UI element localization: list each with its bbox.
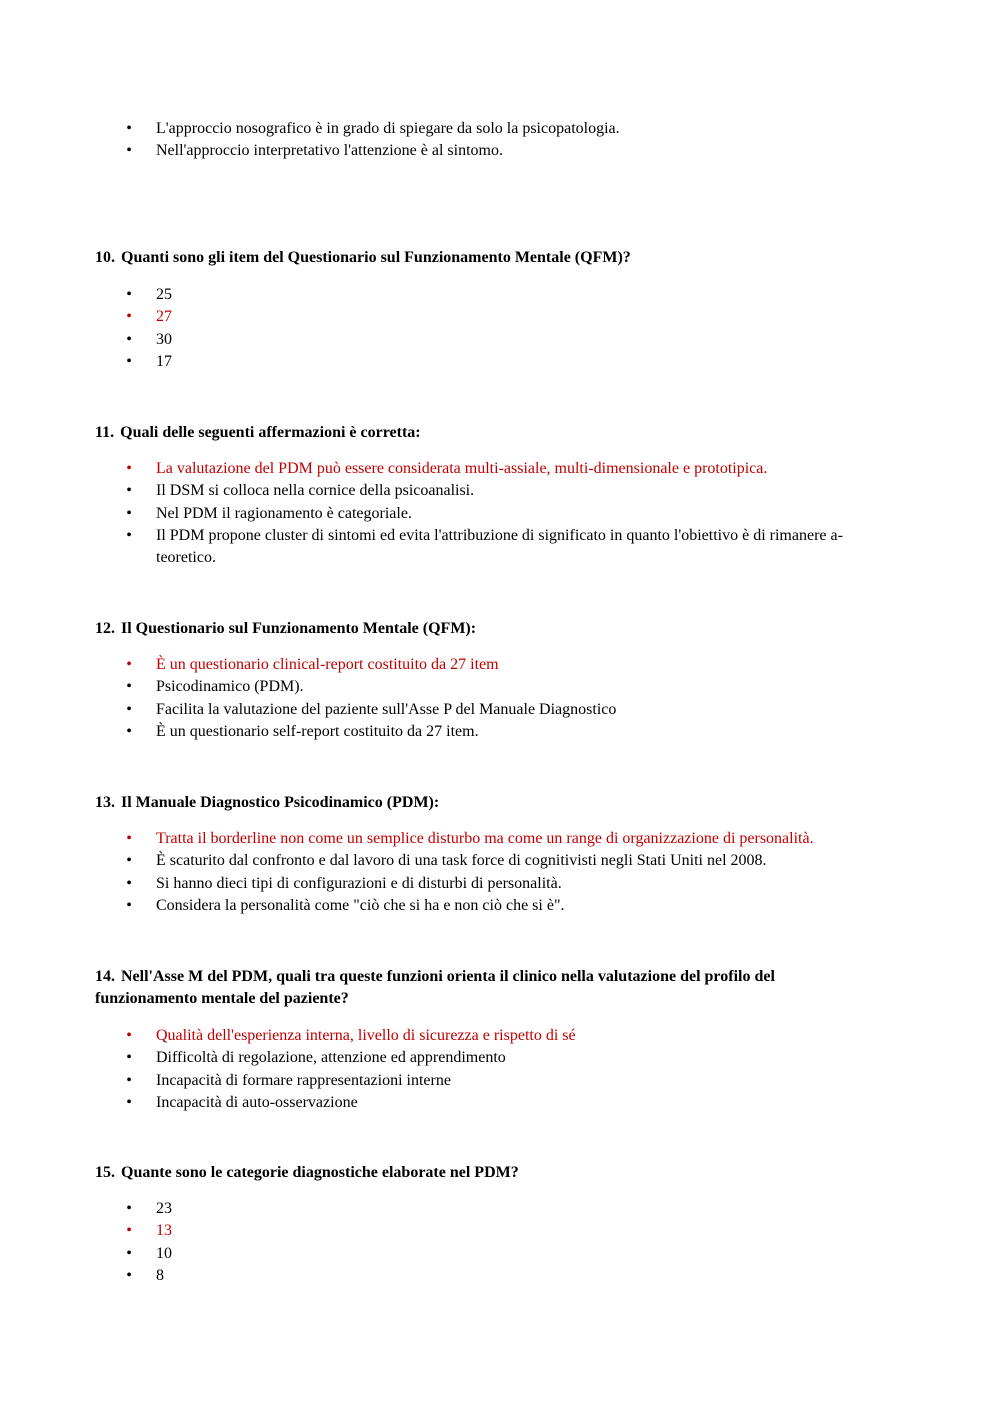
option-item: • 23 xyxy=(0,1198,1000,1220)
question-14-title: 14. Nell'Asse M del PDM, quali tra queste funzioni orienta il clinico nella valutazione del profilo del funzionamento mentale del paziente? xyxy=(95,968,775,1008)
bullet-icon: • xyxy=(126,874,132,892)
option-item: • Nell'approccio interpretativo l'attenzione è al sintomo. xyxy=(0,140,1000,162)
option-item: • 10 xyxy=(0,1243,1000,1265)
option-item: • Difficoltà di regolazione, attenzione ed apprendimento xyxy=(0,1047,1000,1069)
bullet-icon: • xyxy=(126,352,132,370)
bullet-icon: • xyxy=(126,120,132,137)
option-item: • Considera la personalità come "ciò che si ha e non ciò che si è". xyxy=(0,895,1000,917)
option-item: • 8 xyxy=(0,1265,1000,1287)
bullet-icon: • xyxy=(126,330,132,348)
option-item: • È scaturito dal confronto e dal lavoro di una task force di cognitivisti negli Stati Uniti nel 2008. xyxy=(0,850,1000,872)
question-15-options xyxy=(0,1198,1000,1287)
previous-question-options xyxy=(0,118,1000,163)
option-item: • L'approccio nosografico è in grado di spiegare da solo la psicopatologia. xyxy=(0,118,1000,140)
bullet-icon: • xyxy=(126,896,132,914)
question-11-options xyxy=(0,458,1000,569)
question-12-options xyxy=(0,654,1000,743)
option-item: • Facilita la valutazione del paziente sull'Asse P del Manuale Diagnostico xyxy=(0,699,1000,721)
bullet-icon: • xyxy=(126,656,132,673)
bullet-icon: • xyxy=(126,1049,132,1067)
bullet-icon: • xyxy=(126,1093,132,1111)
option-item-correct: • 27 xyxy=(0,306,1000,328)
bullet-icon: • xyxy=(126,678,132,696)
question-15-title: 15. Quante sono le categorie diagnostiche elaborate nel PDM? xyxy=(95,1164,519,1181)
bullet-icon: • xyxy=(126,1027,132,1044)
option-item: • 17 xyxy=(0,351,1000,373)
option-item: • Il PDM propone cluster di sintomi ed evita l'attribuzione di significato in quanto l'obiettivo è di rimanere a-teoretico. xyxy=(0,525,1000,570)
bullet-icon: • xyxy=(126,460,132,477)
option-item: • Psicodinamico (PDM). xyxy=(0,676,1000,698)
question-11-title: 11. Quali delle seguenti affermazioni è corretta: xyxy=(95,424,421,441)
question-10-options xyxy=(0,284,1000,373)
option-item-correct: • La valutazione del PDM può essere considerata multi-assiale, multi-dimensionale e prototipica. xyxy=(0,458,1000,480)
bullet-icon: • xyxy=(126,142,132,160)
bullet-icon: • xyxy=(126,700,132,718)
option-item: • 25 xyxy=(0,284,1000,306)
option-item-correct: • 13 xyxy=(0,1220,1000,1242)
bullet-icon: • xyxy=(126,1200,132,1217)
option-item: • Incapacità di formare rappresentazioni interne xyxy=(0,1070,1000,1092)
question-13-title: 13. Il Manuale Diagnostico Psicodinamico (PDM): xyxy=(95,794,440,811)
bullet-icon: • xyxy=(126,722,132,740)
bullet-icon: • xyxy=(126,308,132,326)
bullet-icon: • xyxy=(126,286,132,303)
question-13-options xyxy=(0,828,1000,917)
option-item-correct: • Qualità dell'esperienza interna, livello di sicurezza e rispetto di sé xyxy=(0,1025,1000,1047)
bullet-icon: • xyxy=(126,1071,132,1089)
bullet-icon: • xyxy=(126,830,132,847)
option-item-correct: • Tratta il borderline non come un semplice disturbo ma come un range di organizzazione di personalità. xyxy=(0,828,1000,850)
bullet-icon: • xyxy=(126,852,132,870)
question-12-title: 12. Il Questionario sul Funzionamento Mentale (QFM): xyxy=(95,620,477,637)
option-item: • Si hanno dieci tipi di configurazioni e di disturbi di personalità. xyxy=(0,873,1000,895)
question-10-title: 10. Quanti sono gli item del Questionario sul Funzionamento Mentale (QFM)? xyxy=(95,249,631,266)
bullet-icon: • xyxy=(126,526,132,544)
option-item-correct: • È un questionario clinical-report costituito da 27 item xyxy=(0,654,1000,676)
option-item: • Il DSM si colloca nella cornice della psicoanalisi. xyxy=(0,480,1000,502)
bullet-icon: • xyxy=(126,482,132,500)
bullet-icon: • xyxy=(126,1266,132,1284)
bullet-icon: • xyxy=(126,1244,132,1262)
option-item: • È un questionario self-report costituito da 27 item. xyxy=(0,721,1000,743)
option-item: • 30 xyxy=(0,329,1000,351)
bullet-icon: • xyxy=(126,1222,132,1240)
question-14-options xyxy=(0,1025,1000,1114)
bullet-icon: • xyxy=(126,504,132,522)
option-item: • Incapacità di auto-osservazione xyxy=(0,1092,1000,1114)
option-item: • Nel PDM il ragionamento è categoriale. xyxy=(0,503,1000,525)
